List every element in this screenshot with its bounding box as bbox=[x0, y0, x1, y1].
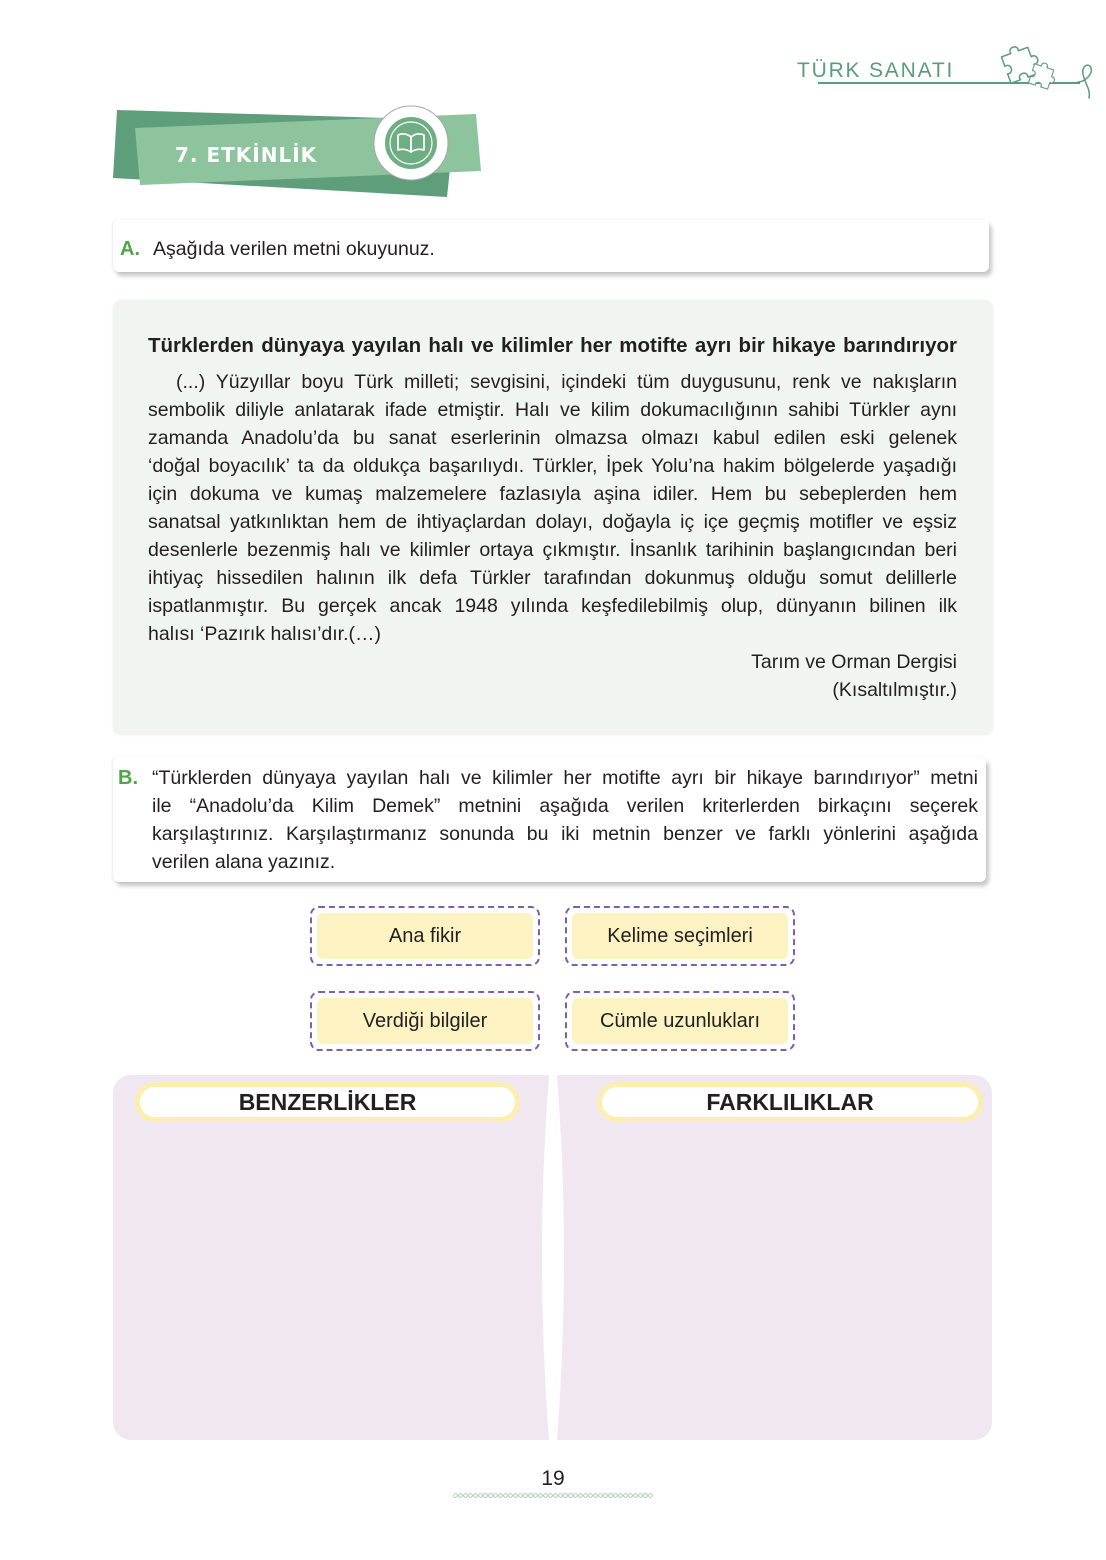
puzzle-icon bbox=[990, 40, 1100, 102]
activity-banner bbox=[100, 100, 490, 205]
passage-line: ispatlanmıştır. Bu gerçek ancak 1948 yılında keşfedilebilmiş olup, dünyanın bilinen ilk bbox=[148, 595, 957, 617]
part-b-instruction bbox=[152, 764, 978, 876]
similarities-label: BENZERLİKLER bbox=[238, 1089, 417, 1115]
page-footer-ornament bbox=[453, 1493, 653, 1498]
differences-writing-area bbox=[573, 1130, 973, 1430]
section-title: TÜRK SANATI bbox=[797, 59, 955, 82]
passage-line: zamanda Anadolu’da bu sanat eserlerinin olmazsa olmazı kabul edilen eski gelenek bbox=[148, 427, 957, 449]
instruction-a-box bbox=[113, 220, 989, 272]
criterion-label: Verdiği bilgiler bbox=[362, 1009, 488, 1032]
criterion-fill bbox=[572, 998, 788, 1044]
part-a-letter: A. bbox=[120, 238, 140, 260]
comparison-area bbox=[113, 1075, 992, 1440]
passage-line: ‘doğal boyacılık’ ta da oldukça başarılıydı. Türkler, İpek Yolu’na hakim bölgelerde yaşadığı bbox=[148, 455, 957, 477]
instruction-line: karşılaştırınız. Karşılaştırmanız sonunda bu iki metnin benzer ve farklı yönlerini aşağıda bbox=[152, 823, 978, 845]
part-a-instruction: Aşağıda verilen metni okuyunuz. bbox=[153, 238, 435, 260]
part-b-letter: B. bbox=[118, 767, 138, 789]
criterion-sentence-length bbox=[565, 991, 795, 1051]
book-icon bbox=[374, 106, 448, 180]
passage-line: ihtiyaç hissedilen halının ilk defa Türkler tarafından dokunmuş olduğu somut delillerle bbox=[148, 567, 957, 589]
criterion-information bbox=[310, 991, 540, 1051]
similarities-writing-area bbox=[133, 1130, 533, 1430]
criterion-main-idea bbox=[310, 906, 540, 966]
similarities-header bbox=[135, 1082, 520, 1122]
page-number: 19 bbox=[541, 1467, 565, 1490]
passage-line: sanatsal yatkınlıktan hem de ihtiyaçlardan dolayı, doğayla iç içe geçmiş motifler ve eşsiz bbox=[148, 511, 957, 533]
criterion-label: Cümle uzunlukları bbox=[599, 1009, 761, 1032]
instruction-b-box bbox=[113, 757, 986, 882]
instruction-line: ile “Anadolu’da Kilim Demek” metnini aşağıda verilen kriterlerden birkaçını seçerek bbox=[152, 795, 978, 817]
criterion-label: Ana fikir bbox=[388, 924, 462, 947]
passage-note: (Kısaltılmıştır.) bbox=[832, 679, 957, 701]
differences-label: FARKLILIKLAR bbox=[706, 1089, 874, 1115]
passage-line: halısı ‘Pazırık halısı’dır.(…) bbox=[148, 623, 381, 645]
criterion-fill bbox=[572, 913, 788, 959]
criterion-word-choice bbox=[565, 906, 795, 966]
criterion-fill bbox=[317, 913, 533, 959]
passage-source: Tarım ve Orman Dergisi bbox=[751, 651, 957, 673]
passage-line: (...) Yüzyıllar boyu Türk milleti; sevgisini, içindeki tüm duygusunu, renk ve nakışların bbox=[176, 371, 957, 393]
criterion-label: Kelime seçimleri bbox=[607, 924, 753, 947]
activity-title: 7. ETKİNLİK bbox=[175, 143, 318, 167]
differences-header bbox=[597, 1082, 983, 1122]
passage-line: desenlerle bezenmiş halı ve kilimler ortaya çıkmıştır. İnsanlık tarihinin başlangıcından beri bbox=[148, 539, 957, 561]
reading-passage bbox=[113, 300, 993, 735]
instruction-line: verilen alana yazınız. bbox=[152, 851, 336, 873]
passage-line: için dokuma ve kumaş malzemelere fazlasıyla aşina idiler. Hem bu sebeplerden hem bbox=[148, 483, 957, 505]
passage-title: Türklerden dünyaya yayılan halı ve kilimler her motifte ayrı bir hikaye barındırıyor bbox=[148, 334, 957, 357]
criterion-fill bbox=[317, 998, 533, 1044]
passage-line: sembolik diliyle anlatarak ifade etmiştir. Halı ve kilim dokumacılığının sahibi Türkler aynı bbox=[148, 399, 957, 421]
instruction-line: “Türklerden dünyaya yayılan halı ve kilimler her motifte ayrı bir hikaye barındırıyor” metni bbox=[152, 767, 978, 789]
